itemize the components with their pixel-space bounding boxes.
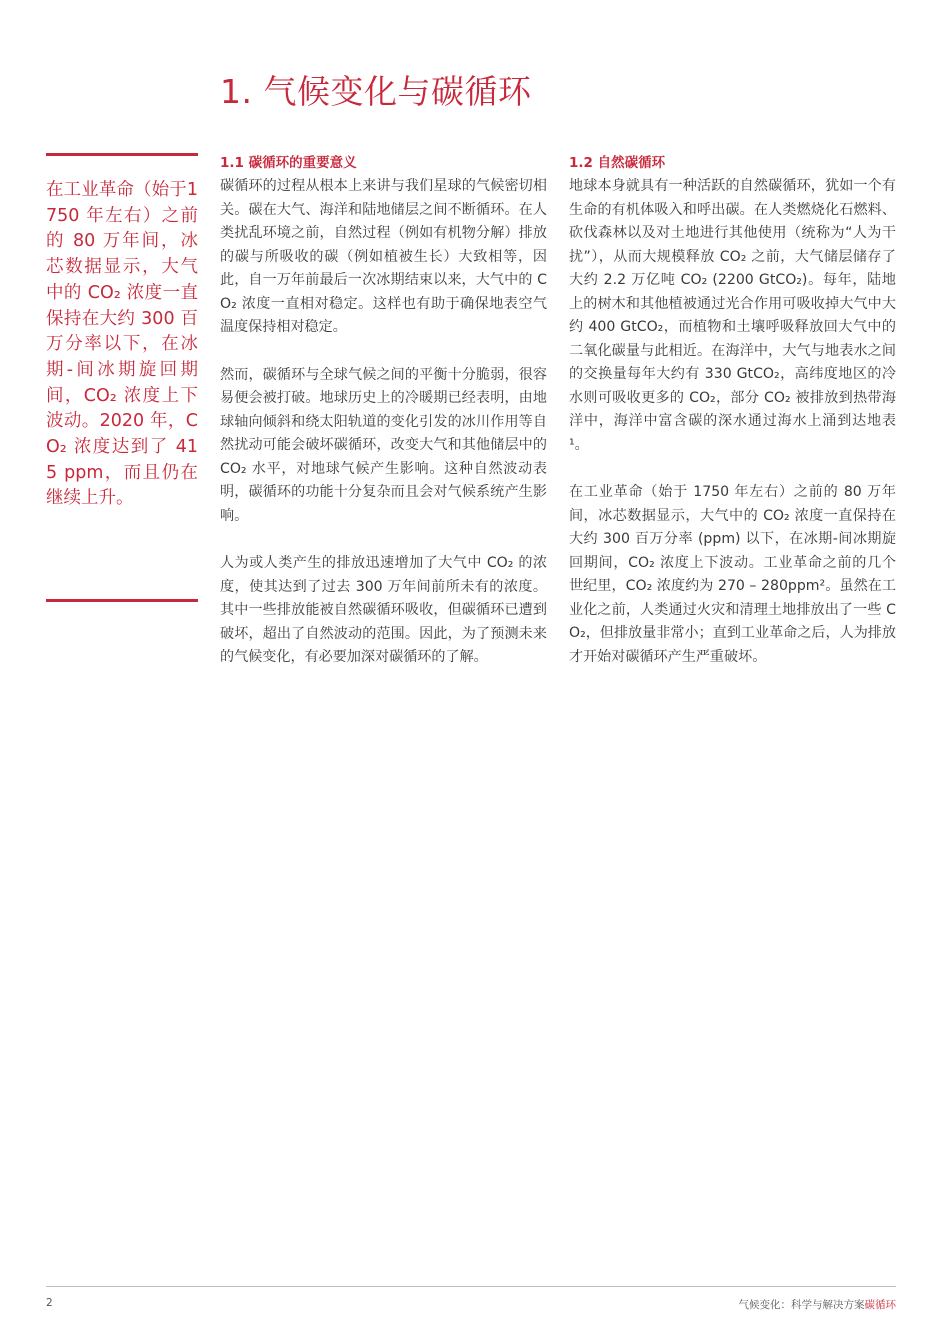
footer-doc-section: 碳循环 — [864, 1299, 896, 1311]
page-number: 2 — [46, 1297, 53, 1309]
pull-quote-bottom-rule — [46, 599, 198, 602]
section-heading-1-1: 1.1 碳循环的重要意义 — [220, 155, 357, 171]
section-heading-1-2: 1.2 自然碳循环 — [569, 155, 666, 171]
section-1-2-paragraph-2: 在工业革命（始于 1750 年左右）之前的 80 万年间，冰芯数据显示，大气中的 CO₂ 浓度一直保持在大约 300 百万分率 (ppm) 以下，在冰期-间冰期旋回期间，CO₂ 浓度上下波动。工业革命之前的几个世纪里，CO₂ 浓度约为 270 – 280ppm²。虽然在工业化之前，人类通过火灾和清理土地排放出了一些 CO₂，但排放量非常小；直到工业革命之后，人为排放才开始对碳循环产生严重破坏。 — [569, 484, 896, 665]
section-1-1-paragraph-3: 人为或人类产生的排放迅速增加了大气中 CO₂ 的浓度，使其达到了过去 300 万年间前所未有的浓度。其中一些排放能被自然碳循环吸收，但碳循环已遭到破坏，超出了自然波动的范围。因此，为了预测未来的气候变化，有必要加深对碳循环的了解。 — [220, 555, 547, 665]
section-1-1-paragraph-2: 然而，碳循环与全球气候之间的平衡十分脆弱，很容易便会被打破。地球历史上的冷暖期已经表明，由地球轴向倾斜和绕太阳轨道的变化引发的冰川作用等自然扰动可能会破坏碳循环，改变大气和其他储层中的 CO₂ 水平，对地球气候产生影响。这种自然波动表明，碳循环的功能十分复杂而且会对气候系统产生影响。 — [220, 366, 547, 524]
section-1-2-paragraph-1: 地球本身就具有一种活跃的自然碳循环，犹如一个有生命的有机体吸入和呼出碳。在人类燃烧化石燃料、砍伐森林以及对土地进行其他使用（统称为“人为干扰”），从而大规模释放 CO₂ 之前，大气储层储存了大约 2.2 万亿吨 CO₂ (2200 GtCO₂)。每年，陆地上的树木和其他植被通过光合作用可吸收掉大气中大约 400 GtCO₂，而植物和土壤呼吸释放回大气中的二氧化碳量与此相近。在海洋中，大气与地表水之间的交换量每年大约有 330 GtCO₂，高纬度地区的冷水则可吸收更多的 CO₂，部分 CO₂ 被排放到热带海洋中，海洋中富含碳的深水通过海水上涌到达地表¹。 — [569, 178, 896, 453]
column-right — [569, 153, 896, 693]
footer-document-title — [739, 1297, 897, 1312]
page-title: 1. 气候变化与碳循环 — [220, 72, 532, 111]
pull-quote: 在工业革命（始于1750 年左右）之前的 80 万年间，冰芯数据显示，大气中的 CO₂ 浓度一直保持在大约 300 百万分率以下，在冰期-间冰期旋回期间，CO₂ 浓度上下波动。2020 年，CO₂ 浓度达到了 415 ppm，而且仍在继续上升。 — [46, 180, 198, 509]
pull-quote-top-rule — [46, 153, 198, 156]
section-1-1-paragraph-1: 碳循环的过程从根本上来讲与我们星球的气候密切相关。碳在大气、海洋和陆地储层之间不断循环。在人类扰乱环境之前，自然过程（例如有机物分解）排放的碳与所吸收的碳（例如植被生长）大致相等，因此，自一万年前最后一次冰期结束以来，大气中的 CO₂ 浓度一直相对稳定。这样也有助于确保地表空气温度保持相对稳定。 — [220, 178, 547, 335]
footer-divider — [46, 1286, 896, 1287]
column-left — [220, 153, 547, 694]
footer-doc-title: 气候变化：科学与解决方案 — [738, 1299, 865, 1311]
